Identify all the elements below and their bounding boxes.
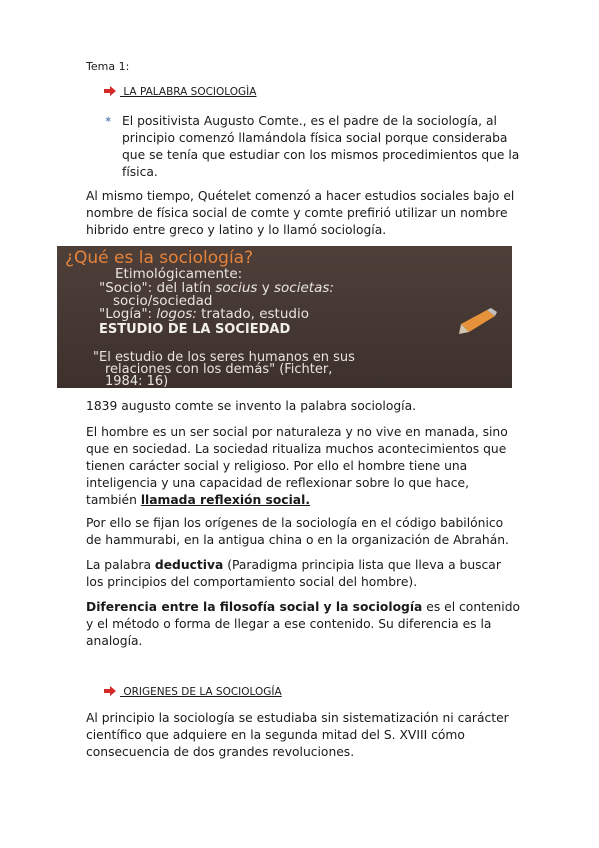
banner-quote-line-1: "El estudio de los seres humanos en sus [93, 350, 355, 365]
arrow-bullet-icon [104, 686, 116, 696]
banner-logia-line: "Logía": logos: tratado, estudio [99, 306, 309, 322]
bullet-text: El positivista Augusto Comte., es el padre de la sociología, al principio comenzó llamándola física social porque consideraba que se tenía que estudiar con los mismos procedimientos que la física. [122, 114, 520, 179]
topic-label: Tema 1: [86, 60, 130, 73]
paragraph-quetelet: Al mismo tiempo, Quételet comenzó a hacer estudios sociales bajo el nombre de física social de comte y comte prefirió utilizar un nombre hibrido entre greco y latino y lo llamó sociología. [86, 189, 515, 237]
banner-socio-line: "Socio": del latín socius y societas: [99, 280, 334, 296]
pencil-icon [457, 306, 499, 338]
section-heading-palabra: LA PALABRA SOCIOLOGÌA [104, 86, 256, 98]
paragraph-hombre: El hombre es un ser social por naturaleza y no vive en manada, sino que en sociedad. La sociedad ritualiza muchos acontecimientos que tienen carácter social y religioso. Por ello el hombre tiene una inteligencia y una capacidad de reflexionar sobre lo que hace, también llamada reflexión social. [86, 425, 508, 507]
banner-question: ¿Qué es la sociología? [65, 248, 254, 268]
arrow-bullet-icon [104, 86, 116, 96]
paragraph-deductiva: La palabra deductiva (Paradigma principia lista que lleva a buscar los principios del comportamiento social del hombre). [86, 558, 501, 589]
star-bullet-icon: ✶ [104, 115, 113, 126]
section-heading-origenes: ORIGENES DE LA SOCIOLOGÍA [104, 686, 282, 698]
banner-quote-line-3: 1984: 16) [105, 374, 169, 388]
banner-etymology-label: Etimológicamente: [115, 266, 243, 282]
sociology-definition-image [57, 246, 512, 388]
paragraph-origenes: Por ello se fijan los orígenes de la sociología en el código babilónico de hammurabi, en la antigua china o en la organización de Abrahán. [86, 516, 509, 547]
banner-definition: ESTUDIO DE LA SOCIEDAD [99, 322, 291, 337]
paragraph-1839: 1839 augusto comte se invento la palabra sociología. [86, 399, 417, 413]
paragraph-diferencia: Diferencia entre la filosofía social y la sociología es el contenido y el método o forma de llegar a ese contenido. Su diferencia es la analogía. [86, 600, 521, 648]
banner-socio-cont: socio/sociedad [113, 293, 213, 309]
paragraph-principio: Al principio la sociología se estudiaba sin sistematización ni carácter científico que adquiere en la segunda mitad del S. XVIII cómo consecuencia de dos grandes revoluciones. [86, 711, 509, 759]
banner-quote-line-2: relaciones con los demás" (Fichter, [105, 362, 333, 377]
